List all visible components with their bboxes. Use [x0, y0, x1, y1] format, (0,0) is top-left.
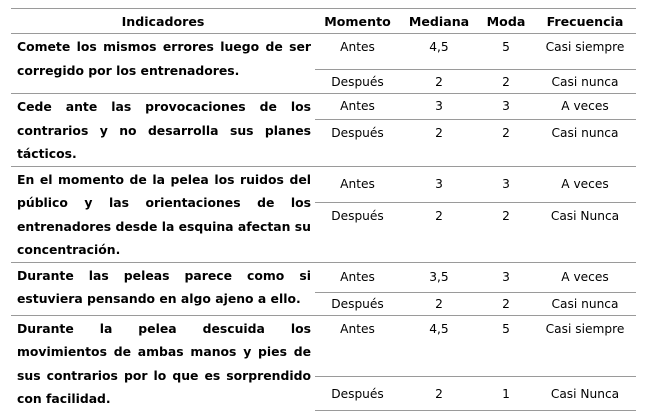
mediana-cell: 3 [400, 166, 478, 202]
frecuencia-cell: A veces [534, 166, 636, 202]
moda-cell: 2 [478, 119, 534, 166]
momento-cell: Después [315, 119, 400, 166]
header-frecuencia: Frecuencia [534, 9, 636, 34]
header-moda: Moda [478, 9, 534, 34]
momento-cell: Antes [315, 166, 400, 202]
momento-cell: Antes [315, 262, 400, 292]
momento-cell: Antes [315, 94, 400, 120]
table-row [11, 34, 636, 70]
frecuencia-cell: Casi Nunca [534, 377, 636, 411]
indicator-cell: Comete los mismos errores luego de ser corregido por los entrenadores. [11, 34, 315, 94]
momento-cell: Después [315, 202, 400, 262]
moda-cell: 5 [478, 315, 534, 377]
moda-cell: 3 [478, 262, 534, 292]
indicator-cell: En el momento de la pelea los ruidos del público y las orientaciones de los entrenadores desde la esquina afectan su concentración. [11, 166, 315, 262]
mediana-cell: 2 [400, 70, 478, 94]
mediana-cell: 2 [400, 377, 478, 411]
results-table [11, 8, 636, 411]
header-mediana: Mediana [400, 9, 478, 34]
frecuencia-cell: Casi nunca [534, 70, 636, 94]
moda-cell: 2 [478, 70, 534, 94]
indicator-cell: Durante la pelea descuida los movimientos de ambas manos y pies de sus contrarios por lo que es sorprendido con facilidad. [11, 315, 315, 411]
moda-cell: 1 [478, 377, 534, 411]
momento-cell: Antes [315, 34, 400, 70]
table-row [11, 94, 636, 120]
indicator-cell: Cede ante las provocaciones de los contrarios y no desarrolla sus planes tácticos. [11, 94, 315, 167]
header-row [11, 9, 636, 34]
frecuencia-cell: Casi siempre [534, 315, 636, 377]
mediana-cell: 2 [400, 202, 478, 262]
mediana-cell: 4,5 [400, 34, 478, 70]
moda-cell: 2 [478, 202, 534, 262]
frecuencia-cell: Casi nunca [534, 292, 636, 315]
momento-cell: Después [315, 292, 400, 315]
momento-cell: Después [315, 70, 400, 94]
moda-cell: 5 [478, 34, 534, 70]
momento-cell: Después [315, 377, 400, 411]
frecuencia-cell: Casi siempre [534, 34, 636, 70]
mediana-cell: 3 [400, 94, 478, 120]
moda-cell: 3 [478, 94, 534, 120]
table-row [11, 315, 636, 377]
header-momento: Momento [315, 9, 400, 34]
table-row [11, 262, 636, 292]
table-row [11, 166, 636, 202]
frecuencia-cell: Casi nunca [534, 119, 636, 166]
frecuencia-cell: A veces [534, 262, 636, 292]
mediana-cell: 2 [400, 119, 478, 166]
indicator-cell: Durante las peleas parece como si estuviera pensando en algo ajeno a ello. [11, 262, 315, 315]
frecuencia-cell: A veces [534, 94, 636, 120]
mediana-cell: 3,5 [400, 262, 478, 292]
momento-cell: Antes [315, 315, 400, 377]
header-indicadores: Indicadores [11, 9, 315, 34]
mediana-cell: 4,5 [400, 315, 478, 377]
mediana-cell: 2 [400, 292, 478, 315]
moda-cell: 3 [478, 166, 534, 202]
frecuencia-cell: Casi Nunca [534, 202, 636, 262]
moda-cell: 2 [478, 292, 534, 315]
